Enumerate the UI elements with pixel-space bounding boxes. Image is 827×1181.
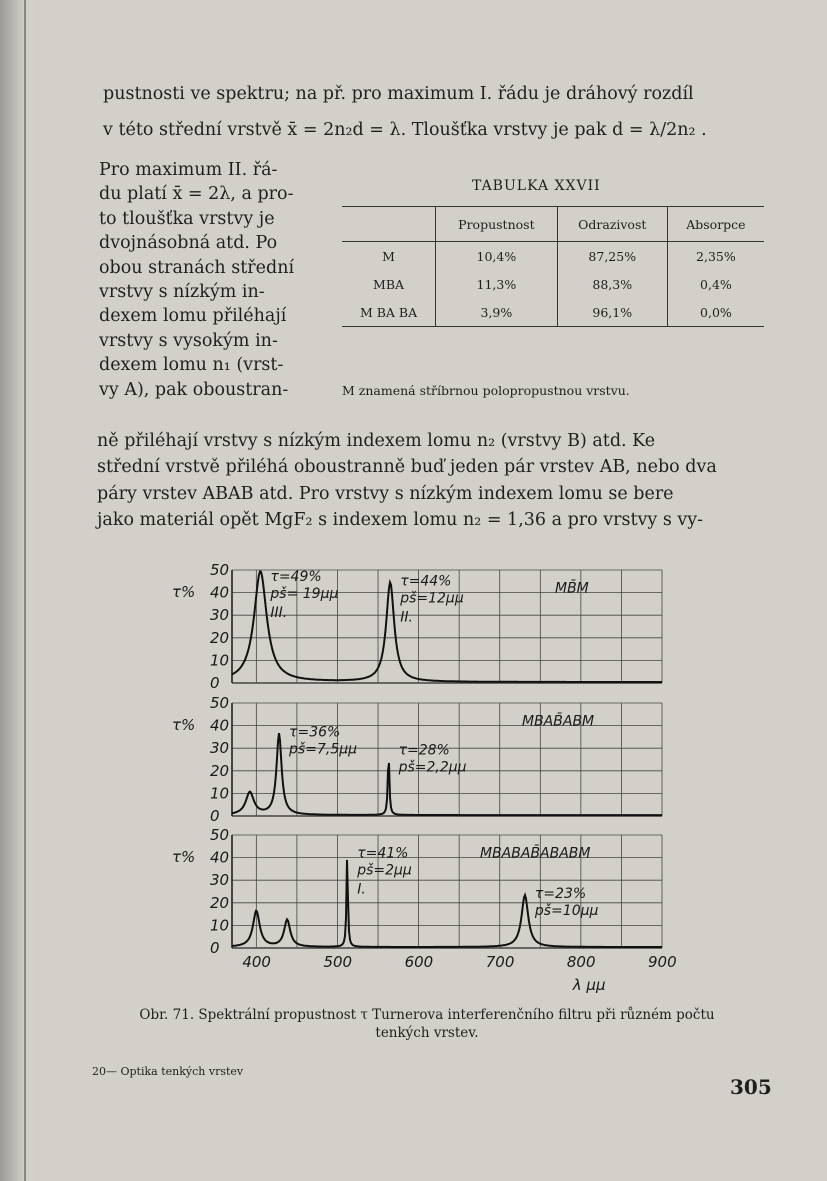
y-axis-label: τ%: [172, 848, 196, 867]
table-cell: 11,3%: [436, 270, 558, 298]
peak-bandwidth-label: pš=12μμ: [400, 590, 464, 607]
y-tick-label: 30: [210, 871, 230, 890]
wrap-line: Pro maximum II. řá-: [99, 160, 278, 180]
row-label: M: [382, 248, 395, 264]
peak-bandwidth-label: pš=10μμ: [534, 903, 599, 920]
y-axis-label: τ%: [172, 583, 196, 602]
y-tick-label: 50: [210, 826, 230, 844]
x-tick-label: 500: [323, 953, 353, 971]
wrap-line: dvojnásobná atd. Po: [99, 233, 278, 254]
y-tick-label: 40: [210, 848, 230, 867]
col-header: Odrazivost: [557, 207, 667, 242]
y-tick-label: 40: [210, 716, 230, 735]
y-tick-label: 50: [210, 561, 230, 579]
wrap-line: vy A), pak oboustran-: [99, 379, 289, 400]
panel-label: MBAB̄ABM: [522, 713, 595, 730]
y-tick-label: 20: [210, 761, 230, 780]
wrap-line: to tloušťka vrstvy je: [99, 208, 275, 229]
wrap-line: dexem lomu přiléhají: [99, 306, 287, 327]
book-spine-shadow: [0, 0, 34, 1181]
x-tick-label: 600: [404, 953, 434, 971]
peak-bandwidth-label: pš= 19μμ: [270, 586, 339, 603]
text-line-2: v této střední vrstvě x̄ = 2n₂d = λ. Tloušťka vrstvy je pak d = λ/2n₂ .: [103, 120, 707, 140]
peak-annotation: τ=36%: [289, 724, 341, 741]
peak-annotation: τ=41%: [357, 845, 409, 862]
peak-order-label: I.: [357, 881, 366, 898]
x-tick-label: 700: [485, 953, 515, 971]
text-line-full-1: ně přiléhají vrstvy s nízkým indexem lomu n₂ (vrstvy B) atd. Ke: [97, 431, 656, 451]
x-tick-label: 800: [566, 953, 596, 971]
y-tick-label: 10: [210, 784, 230, 803]
table-cell: 87,25%: [557, 242, 667, 271]
wrap-line: du platí x̄ = 2λ, a pro-: [99, 184, 294, 205]
wrap-line: vrstvy s vysokým in-: [99, 330, 278, 351]
y-tick-label: 0: [210, 674, 220, 692]
y-tick-label: 30: [210, 606, 230, 625]
y-tick-label: 0: [210, 807, 220, 825]
table-title: TABULKA XXVII: [472, 178, 601, 194]
caption-line: Obr. 71. Spektrální propustnost τ Turnerova interferenčního filtru při různém počtu: [139, 1007, 715, 1023]
text-line-1: pustnosti ve spektru; na př. pro maximum I. řádu je dráhový rozdíl: [103, 84, 694, 104]
x-tick-label: 900: [648, 953, 677, 971]
peak-bandwidth-label: pš=2,2μμ: [398, 759, 467, 776]
wrapped-paragraph: [99, 158, 324, 402]
peak-annotation: τ=44%: [400, 573, 452, 590]
transmission-chart: [150, 555, 710, 995]
wrap-line: obou stranách střední: [99, 257, 295, 278]
table-cell: 0,0%: [667, 298, 764, 327]
text-line-full-4: jako materiál opět MgF₂ s indexem lomu n₂ = 1,36 a pro vrstvy s vy-: [97, 510, 704, 530]
y-tick-label: 20: [210, 893, 230, 912]
peak-annotation: τ=28%: [398, 742, 450, 759]
wrap-line: vrstvy s nízkým in-: [99, 281, 265, 302]
peak-bandwidth-label: pš=7,5μμ: [289, 741, 358, 758]
panel-label: MB̄M: [555, 580, 589, 597]
x-tick-label: 400: [242, 953, 271, 971]
col-header: Propustnost: [436, 207, 558, 242]
footer-section: 20— Optika tenkých vrstev: [92, 1065, 244, 1078]
panel-label: MBABAB̄ABABM: [480, 845, 591, 862]
text-line-full-3: páry vrstev ABAB atd. Pro vrstvy s nízkým indexem lomu se bere: [97, 484, 674, 504]
col-header: Absorpce: [667, 207, 764, 242]
row-label: MBA: [373, 276, 405, 292]
table-cell: 2,35%: [667, 242, 764, 271]
peak-annotation: τ=49%: [270, 569, 322, 586]
data-table: [342, 206, 764, 327]
y-tick-label: 10: [210, 916, 230, 935]
text-line-full-2: střední vrstvě přiléhá oboustranně buď jeden pár vrstev AB, nebo dva: [97, 457, 717, 477]
y-axis-label: τ%: [172, 716, 196, 735]
y-tick-label: 10: [210, 651, 230, 670]
peak-bandwidth-label: pš=2μμ: [357, 862, 412, 879]
y-tick-label: 30: [210, 739, 230, 758]
peak-order-label: II.: [400, 609, 413, 626]
figure-caption: [92, 1006, 762, 1042]
wrap-line: dexem lomu n₁ (vrst-: [99, 355, 284, 376]
table-corner: [342, 207, 436, 242]
table-cell: 10,4%: [436, 242, 558, 271]
page-number: 305: [730, 1075, 772, 1099]
peak-annotation: τ=23%: [534, 886, 587, 903]
peak-order-label: III.: [270, 605, 288, 622]
y-tick-label: 0: [210, 939, 220, 957]
table-cell: 96,1%: [557, 298, 667, 327]
table-note: M znamená stříbrnou polopropustnou vrstvu.: [342, 383, 630, 398]
table-cell: 88,3%: [557, 270, 667, 298]
y-tick-label: 50: [210, 694, 230, 712]
table-cell: 3,9%: [436, 298, 558, 327]
y-tick-label: 40: [210, 583, 230, 602]
x-axis-label: λ μμ: [572, 976, 606, 994]
table-cell: 0,4%: [667, 270, 764, 298]
y-tick-label: 20: [210, 628, 230, 647]
caption-line: tenkých vrstev.: [375, 1025, 479, 1041]
book-spine-edge: [24, 0, 26, 1181]
row-label: M BA BA: [342, 298, 436, 327]
